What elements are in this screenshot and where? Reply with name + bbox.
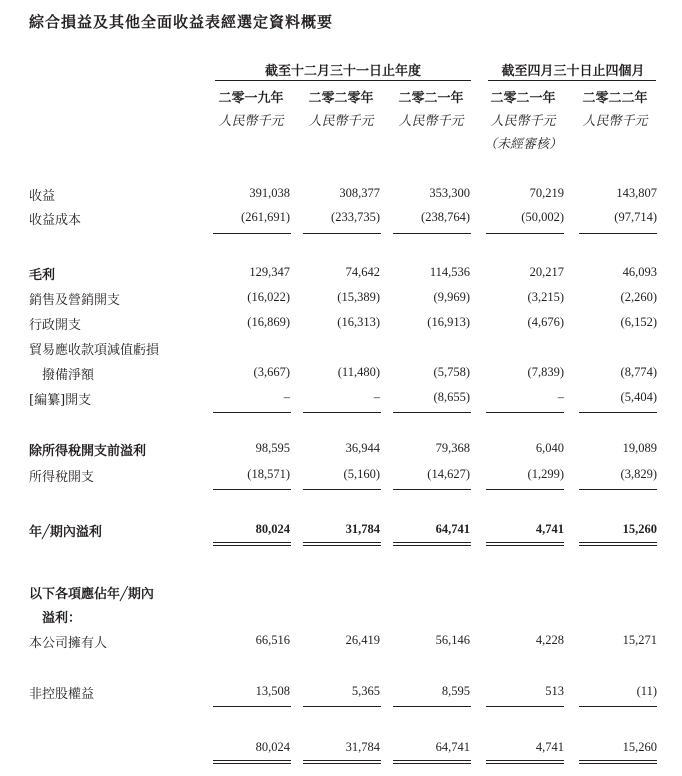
double-rule-total bbox=[213, 760, 291, 764]
page-title: 綜合損益及其他全面收益表經選定資料概要 bbox=[29, 13, 334, 31]
cell-cost-2022-4m: (97,714) bbox=[614, 210, 657, 224]
rule-after-nci bbox=[303, 706, 381, 707]
cell-nci-2021: 8,595 bbox=[441, 684, 470, 698]
rule-after-nci bbox=[393, 706, 471, 707]
cell-selling-2021: (9,969) bbox=[433, 290, 470, 304]
cell-nci-2022-4m: (11) bbox=[636, 684, 657, 698]
rule-after-cost bbox=[393, 233, 471, 234]
cell-gross-2019: 129,347 bbox=[249, 265, 290, 279]
cell-tax-2021: (14,627) bbox=[427, 467, 470, 481]
row-label-nci: 非控股權益 bbox=[29, 687, 95, 702]
cell-owners-2021-4m: 4,228 bbox=[535, 633, 564, 647]
header-group-months: 截至四月三十日止四個月 bbox=[501, 64, 645, 79]
rule-after-tax bbox=[213, 489, 291, 490]
cell-revenue-2022-4m: 143,807 bbox=[616, 186, 657, 200]
cell-revenue-2019: 391,038 bbox=[249, 186, 290, 200]
cell-total-2021: 64,741 bbox=[435, 740, 470, 754]
cell-pbt-2019: 98,595 bbox=[255, 441, 290, 455]
cell-gross-2021: 114,536 bbox=[429, 265, 470, 279]
cell-selling-2021-4m: (3,215) bbox=[527, 290, 564, 304]
cell-redacted-2020: – bbox=[373, 390, 380, 404]
header-year-2022-4m: 二零二二年 bbox=[582, 91, 648, 106]
rule-after-nci bbox=[579, 706, 657, 707]
double-rule-profit bbox=[303, 542, 381, 546]
cell-cost-2020: (233,735) bbox=[331, 210, 380, 224]
row-label-income-tax: 所得稅開支 bbox=[29, 470, 95, 485]
cell-selling-2020: (15,389) bbox=[337, 290, 380, 304]
cell-owners-2019: 66,516 bbox=[255, 633, 290, 647]
cell-selling-2022-4m: (2,260) bbox=[620, 290, 657, 304]
rule-after-expenses bbox=[303, 412, 381, 413]
cell-cost-2021-4m: (50,002) bbox=[521, 210, 564, 224]
row-label-redacted-expenses: [編纂]開支 bbox=[29, 393, 92, 408]
row-label-profit-for-period: 年╱期內溢利 bbox=[29, 525, 102, 540]
row-label-admin-expenses: 行政開支 bbox=[29, 318, 82, 333]
cell-impairment-2019: (3,667) bbox=[253, 365, 290, 379]
row-label-attributable: 以下各項應佔年╱期內 bbox=[29, 587, 154, 602]
row-label-gross-profit: 毛利 bbox=[29, 268, 56, 283]
cell-impairment-2022-4m: (8,774) bbox=[620, 365, 657, 379]
double-rule-total bbox=[579, 760, 657, 764]
cell-total-2022-4m: 15,260 bbox=[622, 740, 657, 754]
header-unit-3: 人民幣千元 bbox=[398, 114, 464, 129]
cell-revenue-2021-4m: 70,219 bbox=[529, 186, 564, 200]
cell-redacted-2019: – bbox=[283, 390, 290, 404]
header-group-years: 截至十二月三十一日止年度 bbox=[264, 64, 421, 79]
header-unaudited: （未經審核） bbox=[483, 137, 562, 152]
rule-after-cost bbox=[303, 233, 381, 234]
cell-redacted-2021: (8,655) bbox=[433, 390, 470, 404]
cell-pbt-2020: 36,944 bbox=[345, 441, 380, 455]
rule-after-expenses bbox=[393, 412, 471, 413]
rule-after-expenses bbox=[486, 412, 564, 413]
row-label-impairment: 貿易應收款項減值虧損 bbox=[29, 343, 160, 358]
cell-profit-2021: 64,741 bbox=[435, 522, 470, 536]
cell-admin-2020: (16,313) bbox=[337, 315, 380, 329]
rule-after-tax bbox=[393, 489, 471, 490]
header-unit-1: 人民幣千元 bbox=[218, 114, 284, 129]
double-rule-total bbox=[303, 760, 381, 764]
header-unit-4: 人民幣千元 bbox=[490, 114, 556, 129]
cell-owners-2022-4m: 15,271 bbox=[622, 633, 657, 647]
cell-nci-2020: 5,365 bbox=[351, 684, 380, 698]
header-unit-5: 人民幣千元 bbox=[582, 114, 648, 129]
cell-impairment-2020: (11,480) bbox=[337, 365, 380, 379]
cell-impairment-2021: (5,758) bbox=[433, 365, 470, 379]
cell-cost-2021: (238,764) bbox=[421, 210, 470, 224]
double-rule-total bbox=[486, 760, 564, 764]
cell-revenue-2020: 308,377 bbox=[339, 186, 380, 200]
row-label-impairment-2: 撥備淨額 bbox=[42, 368, 95, 383]
rule-after-tax bbox=[303, 489, 381, 490]
cell-profit-2021-4m: 4,741 bbox=[535, 522, 564, 536]
cell-nci-2021-4m: 513 bbox=[545, 684, 564, 698]
header-year-2021-4m: 二零二一年 bbox=[490, 91, 556, 106]
cell-revenue-2021: 353,300 bbox=[429, 186, 470, 200]
header-underline-months bbox=[488, 80, 656, 81]
cell-tax-2019: (18,571) bbox=[247, 467, 290, 481]
double-rule-profit bbox=[213, 542, 291, 546]
cell-pbt-2021-4m: 6,040 bbox=[535, 441, 564, 455]
header-year-2019: 二零一九年 bbox=[218, 91, 284, 106]
header-year-2021: 二零二一年 bbox=[398, 91, 464, 106]
cell-tax-2022-4m: (3,829) bbox=[620, 467, 657, 481]
rule-after-nci bbox=[213, 706, 291, 707]
header-unit-2: 人民幣千元 bbox=[308, 114, 374, 129]
cell-total-2019: 80,024 bbox=[255, 740, 290, 754]
double-rule-profit bbox=[486, 542, 564, 546]
cell-impairment-2021-4m: (7,839) bbox=[527, 365, 564, 379]
cell-gross-2022-4m: 46,093 bbox=[622, 265, 657, 279]
cell-tax-2021-4m: (1,299) bbox=[527, 467, 564, 481]
cell-total-2020: 31,784 bbox=[345, 740, 380, 754]
cell-cost-2019: (261,691) bbox=[241, 210, 290, 224]
cell-nci-2019: 13,508 bbox=[255, 684, 290, 698]
row-label-revenue: 收益 bbox=[29, 189, 56, 204]
cell-tax-2020: (5,160) bbox=[343, 467, 380, 481]
rule-after-cost bbox=[579, 233, 657, 234]
cell-admin-2021: (16,913) bbox=[427, 315, 470, 329]
double-rule-total bbox=[393, 760, 471, 764]
header-underline-years bbox=[215, 80, 471, 81]
row-label-cost-of-revenue: 收益成本 bbox=[29, 213, 82, 228]
rule-after-cost bbox=[213, 233, 291, 234]
rule-after-expenses bbox=[213, 412, 291, 413]
cell-profit-2019: 80,024 bbox=[255, 522, 290, 536]
cell-gross-2020: 74,642 bbox=[345, 265, 380, 279]
cell-pbt-2022-4m: 19,089 bbox=[622, 441, 657, 455]
header-year-2020: 二零二零年 bbox=[308, 91, 374, 106]
cell-redacted-2022-4m: (5,404) bbox=[620, 390, 657, 404]
row-label-owners: 本公司擁有人 bbox=[29, 636, 108, 651]
cell-total-2021-4m: 4,741 bbox=[535, 740, 564, 754]
cell-selling-2019: (16,022) bbox=[247, 290, 290, 304]
cell-profit-2022-4m: 15,260 bbox=[622, 522, 657, 536]
cell-admin-2022-4m: (6,152) bbox=[620, 315, 657, 329]
cell-owners-2021: 56,146 bbox=[435, 633, 470, 647]
cell-admin-2021-4m: (4,676) bbox=[527, 315, 564, 329]
row-label-selling-expenses: 銷售及營銷開支 bbox=[29, 293, 121, 308]
cell-redacted-2021-4m: – bbox=[557, 390, 564, 404]
cell-admin-2019: (16,869) bbox=[247, 315, 290, 329]
row-label-profit-before-tax: 除所得稅開支前溢利 bbox=[29, 444, 147, 459]
cell-pbt-2021: 79,368 bbox=[435, 441, 470, 455]
rule-after-tax bbox=[579, 489, 657, 490]
rule-after-tax bbox=[486, 489, 564, 490]
rule-after-expenses bbox=[579, 412, 657, 413]
rule-after-cost bbox=[486, 233, 564, 234]
double-rule-profit bbox=[579, 542, 657, 546]
row-label-attributable-2: 溢利： bbox=[42, 611, 82, 626]
rule-after-nci bbox=[486, 706, 564, 707]
cell-gross-2021-4m: 20,217 bbox=[529, 265, 564, 279]
double-rule-profit bbox=[393, 542, 471, 546]
cell-owners-2020: 26,419 bbox=[345, 633, 380, 647]
cell-profit-2020: 31,784 bbox=[345, 522, 380, 536]
